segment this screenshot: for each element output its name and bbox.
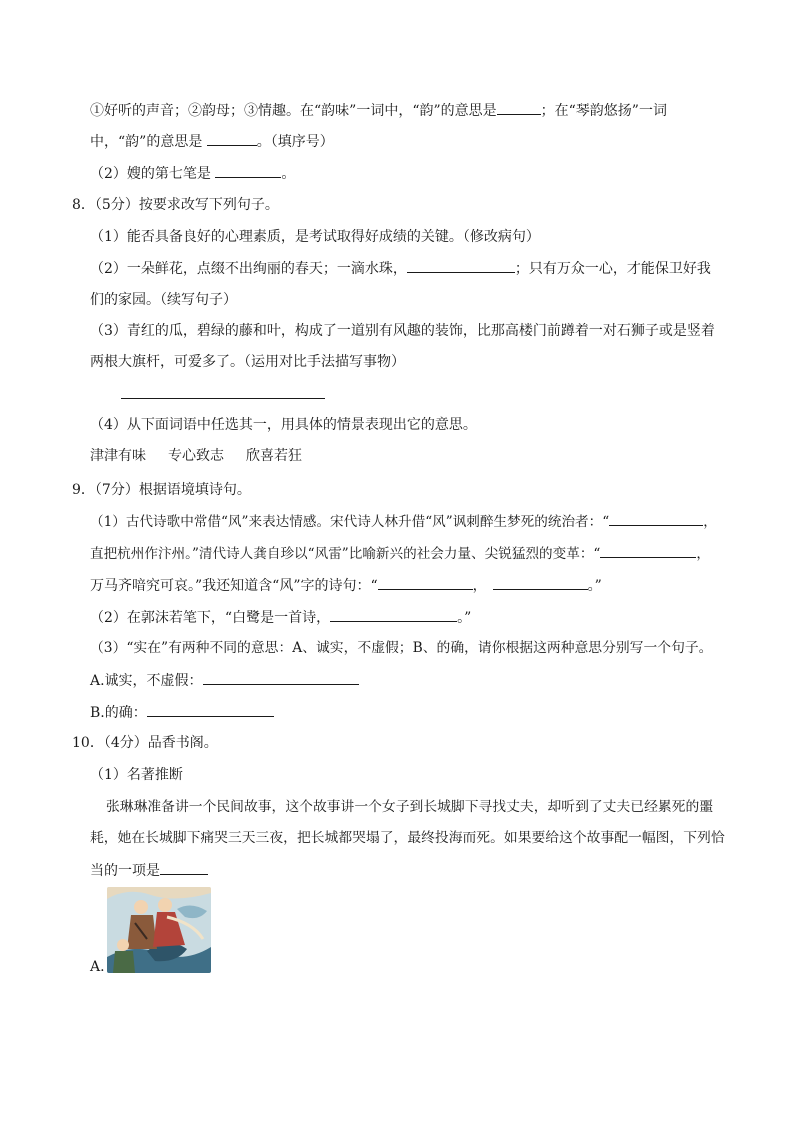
answer-line[interactable] (121, 398, 325, 399)
q9-header: 9．（7分）根据语境填诗句。 (72, 482, 251, 498)
answer-blank[interactable] (207, 131, 257, 146)
q10-passage-line-1: 张琳琳准备讲一个民间故事，这个故事讲一个女子到长城脚下寻找丈夫，却听到了丈夫已经累死的噩 (106, 799, 714, 815)
q8-sub-2-line-1: （2）一朵鲜花，点缀不出绚丽的春天；一滴水珠， ；只有万众一心，才能保卫好我 (90, 258, 711, 279)
answer-blank[interactable] (609, 511, 703, 526)
q7-line-2: 中，“韵”的意思是 。（填序号） (90, 131, 334, 152)
answer-blank[interactable] (493, 575, 588, 590)
q9-option-b: B.的确： (90, 702, 274, 723)
option-a-illustration[interactable] (107, 887, 211, 973)
q9-sub-1-line-3: 万马齐喑究可哀。”我还知道含“风”字的诗句：“ ， 。” (90, 575, 602, 596)
q8-sub-2-line-2: 们的家园。（续写句子） (90, 292, 237, 308)
q8-sub-3-line-1: （3）青红的瓜，碧绿的藤和叶，构成了一道别有风趣的装饰，比那高楼门前蹲着一对石狮子或是竖着 (90, 323, 715, 339)
q10-passage-line-3: 当的一项是 (90, 860, 208, 881)
option-a-label: A. (90, 959, 105, 975)
q9-sub-1-line-2: 直把杭州作汴州。”清代诗人龚自珍以“风雷”比喻新兴的社会力量、尖锐猛烈的变革：“ ， (90, 543, 710, 564)
q10-header: 10．（4分）品香书阁。 (72, 735, 218, 751)
q9-option-a: A.诚实，不虚假： (90, 670, 359, 691)
answer-blank[interactable] (407, 258, 515, 273)
q10-passage-line-2: 耗，她在长城脚下痛哭三天三夜，把长城都哭塌了，最终投海而死。如果要给这个故事配一幅图，下列恰 (90, 830, 725, 846)
answer-blank[interactable] (497, 100, 541, 115)
answer-blank[interactable] (215, 163, 281, 178)
q8-sub-4: （4）从下面词语中任选其一，用具体的情景表现出它的意思。 (90, 417, 477, 433)
word-list (90, 446, 302, 466)
answer-blank[interactable] (147, 702, 274, 717)
word-option: 津津有味 (90, 448, 146, 464)
word-option: 专心致志 (168, 448, 224, 464)
q7-sub-2: （2）嫂的第七笔是 。 (90, 163, 295, 184)
q9-sub-2: （2）在郭沫若笔下，“白鹭是一首诗， 。” (90, 607, 471, 628)
q10-sub-1: （1）名著推断 (90, 767, 183, 783)
q8-header: 8．（5分）按要求改写下列句子。 (72, 197, 279, 213)
q7-line-1: ①好听的声音；②韵母；③情趣。在“韵味”一词中，“韵”的意思是 ；在“琴韵悠扬”一词 (90, 100, 667, 121)
word-option: 欣喜若狂 (246, 448, 302, 464)
q9-sub-3: （3）“实在”有两种不同的意思：A、诚实，不虚假；B、的确，请你根据这两种意思分别写一个句子。 (90, 640, 713, 656)
q8-sub-1: （1）能否具备良好的心理素质，是考试取得好成绩的关键。（修改病句） (90, 229, 540, 245)
answer-blank[interactable] (600, 543, 696, 558)
answer-blank[interactable] (378, 575, 473, 590)
answer-blank[interactable] (203, 670, 359, 685)
q9-sub-1-line-1: （1）古代诗歌中常借“风”来表达情感。宋代诗人林升借“风”讽刺醉生梦死的统治者：“ ， (90, 511, 717, 532)
answer-blank[interactable] (330, 607, 457, 622)
answer-blank[interactable] (160, 860, 208, 875)
illustration-image (107, 887, 211, 973)
q8-sub-3-line-2: 两根大旗杆，可爱多了。（运用对比手法描写事物） (90, 354, 405, 370)
